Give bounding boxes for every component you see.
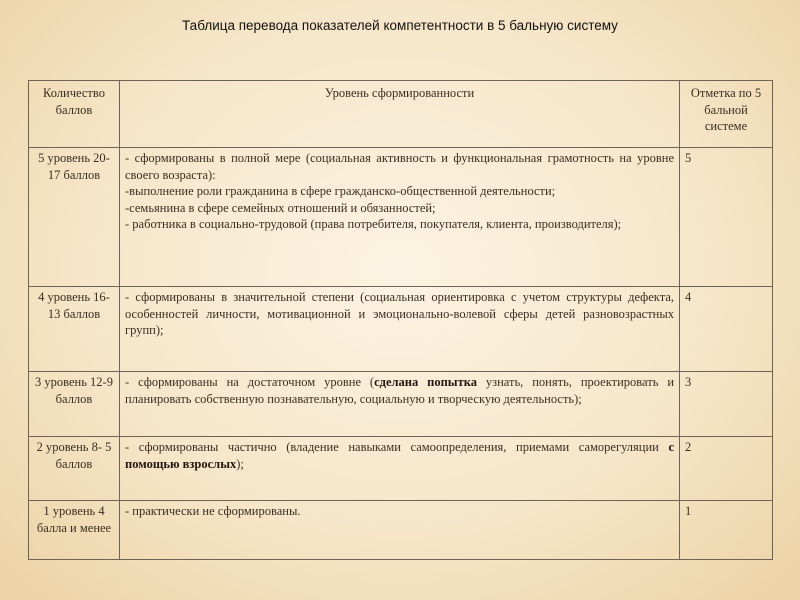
header-level: Уровень сформированности [120, 81, 680, 148]
table-row [29, 437, 773, 501]
header-mark: Отметка по 5 бальной системе [680, 81, 773, 148]
row-description [120, 372, 680, 437]
description-line: - работника в социально-трудовой (права потребителя, покупателя, клиента, производителя); [125, 217, 622, 231]
description-text: - сформированы на достаточном уровне ( [125, 375, 375, 389]
table-row [29, 501, 773, 560]
table-row [29, 148, 773, 287]
description-line: - сформированы в полной мере (социальная активность и функциональная грамотность на уровне своего возраста): [125, 151, 674, 182]
description-text: узнать, понять, проектировать и планировать собственную познавательную, социальную и творческую деятельность); [125, 375, 675, 406]
table-row [29, 372, 773, 437]
row-mark: 3 [680, 372, 773, 437]
description-text: - сформированы частично (владение навыками самоопределения, приемами саморегуляции [125, 440, 669, 454]
page-title: Таблица перевода показателей компетентности в 5 бальную систему [182, 18, 618, 33]
row-score: 4 уровень 16-13 баллов [29, 287, 120, 372]
description-line: -семьянина в сфере семейных отношений и обязанностей; [125, 200, 436, 215]
grade-conversion-table [28, 80, 773, 560]
table-row [29, 287, 773, 372]
row-score: 5 уровень 20-17 баллов [29, 148, 120, 287]
row-mark: 4 [680, 287, 773, 372]
header-score: Количество баллов [29, 81, 120, 148]
row-score: 1 уровень 4 балла и менее [29, 501, 120, 560]
row-mark: 2 [680, 437, 773, 501]
table-header-row [29, 81, 773, 148]
row-score: 3 уровень 12-9 баллов [29, 372, 120, 437]
description-emphasis: сделана попытка [374, 375, 477, 389]
description-emphasis: с помощью взрослых [125, 440, 674, 471]
description-text: ); [236, 456, 244, 471]
row-score: 2 уровень 8- 5 баллов [29, 437, 120, 501]
row-description [120, 148, 680, 287]
row-description [120, 437, 680, 501]
row-mark: 5 [680, 148, 773, 287]
row-mark: 1 [680, 501, 773, 560]
row-description: - сформированы в значительной степени (социальная ориентировка с учетом структуры дефекта, особенностей личности, мотивационной и эмоционально-волевой сферы детей разновозрастных групп); [120, 287, 680, 372]
row-description: - практически не сформированы. [120, 501, 680, 560]
description-line: -выполнение роли гражданина в сфере гражданско-общественной деятельности; [125, 184, 556, 198]
